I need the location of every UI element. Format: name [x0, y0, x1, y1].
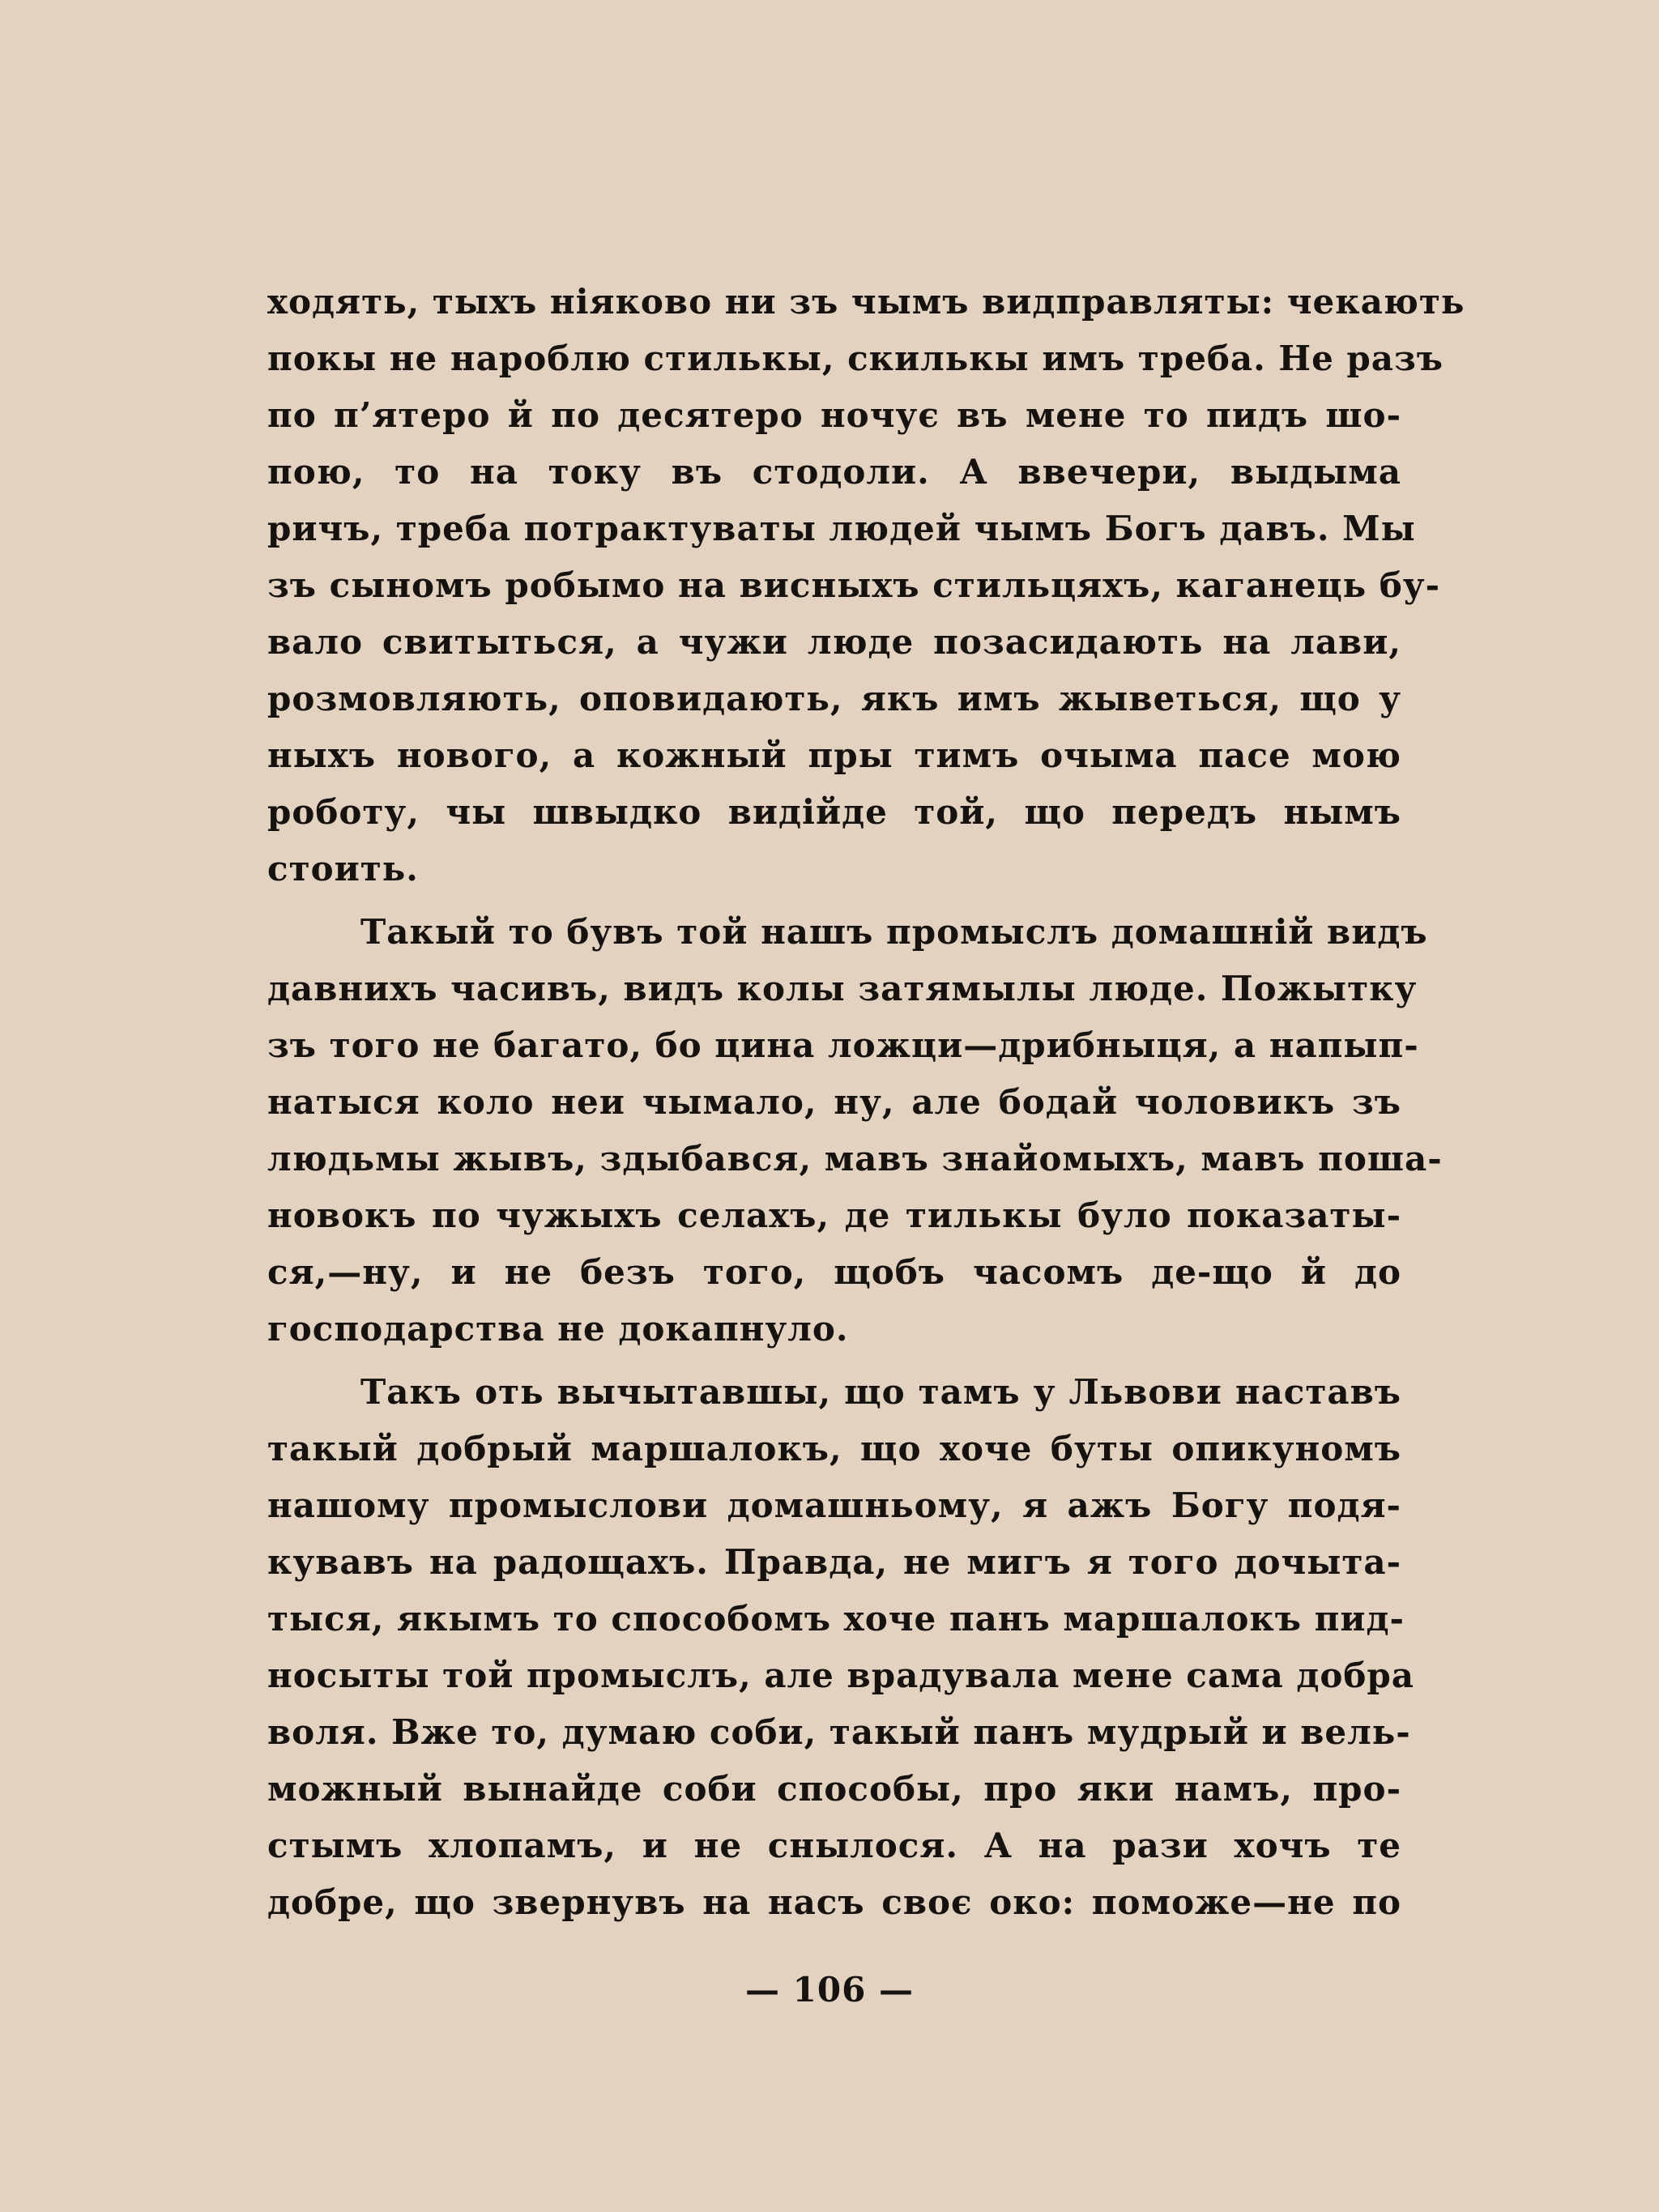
text-line: людьмы жывъ, здыбався, мавъ знайомыхъ, мавъ поша-: [267, 1139, 1443, 1178]
text-line: господарства не докапнуло.: [267, 1309, 849, 1349]
text-line: новокъ по чужыхъ селахъ, де тилькы було показаты-: [267, 1196, 1401, 1235]
text-line: покы не нароблю стилькы, скилькы имъ треба. Не разъ: [267, 339, 1444, 378]
text-line: ходять, тыхъ ніяково ни зъ чымъ видправляты: чекають: [267, 282, 1465, 322]
paragraph: [267, 904, 1443, 1357]
text-line: зъ сыномъ робымо на висныхъ стильцяхъ, каганець бу-: [267, 565, 1441, 605]
text-line: вало свитыться, а чужи люде позасидають на лави,: [267, 622, 1401, 662]
text-line: кувавъ на радощахъ. Правда, не мигъ я того дочыта-: [267, 1542, 1401, 1582]
text-line: носыты той промыслъ, але врадувала мене сама добра: [267, 1656, 1415, 1695]
text-line: по п’ятеро й по десятеро ночує въ мене то пидъ шо-: [267, 395, 1401, 435]
text-line: зъ того не багато, бо цина ложци—дрибныця, а напып-: [267, 1025, 1419, 1065]
text-line: ся,—ну, и не безъ того, щобъ часомъ де-що й до: [267, 1252, 1401, 1292]
text-line: Такъ оть вычытавшы, що тамъ у Львови наставъ: [360, 1372, 1401, 1412]
text-line: воля. Вже то, думаю соби, такый панъ мудрый и вель-: [267, 1712, 1411, 1752]
text-line: натыся коло неи чымало, ну, але бодай чоловикъ зъ: [267, 1082, 1401, 1122]
text-line: ричъ, треба потрактуваты людей чымъ Богъ давъ. Мы: [267, 509, 1416, 548]
text-line: пою, то на току въ стодоли. А ввечери, выдыма: [267, 452, 1401, 492]
text-line: можный вынайде соби способы, про яки намъ, про-: [267, 1769, 1401, 1809]
text-line: роботу, чы швыдко видійде той, що передъ нымъ: [267, 792, 1401, 832]
paragraph-gap: [267, 1357, 1401, 1364]
text-line: нашому промыслови домашньому, я ажъ Богу подя-: [267, 1485, 1401, 1525]
body-text: [267, 274, 1465, 1931]
paragraph: [267, 274, 1465, 897]
text-line: розмовляють, оповидають, якъ имъ жыветься, що у: [267, 679, 1401, 718]
paragraph: [267, 1364, 1415, 1931]
text-line: Такый то бувъ той нашъ промыслъ домашній видъ: [360, 912, 1428, 952]
text-line: тыся, якымъ то способомъ хоче панъ маршалокъ пид-: [267, 1599, 1405, 1639]
page-number: — 106 —: [745, 1970, 914, 2010]
paragraph-gap: [267, 897, 1401, 904]
text-line: стоить.: [267, 849, 419, 889]
text-line: давнихъ часивъ, видъ колы затямылы люде. Пожытку: [267, 969, 1418, 1008]
text-line: ныхъ нового, а кожный пры тимъ очыма пасе мою: [267, 735, 1401, 775]
text-line: стымъ хлопамъ, и не снылося. А на рази хочъ те: [267, 1826, 1401, 1865]
text-line: добре, що звернувъ на насъ своє око: поможе—не по: [267, 1882, 1401, 1922]
text-line: такый добрый маршалокъ, що хоче буты опикуномъ: [267, 1429, 1401, 1468]
